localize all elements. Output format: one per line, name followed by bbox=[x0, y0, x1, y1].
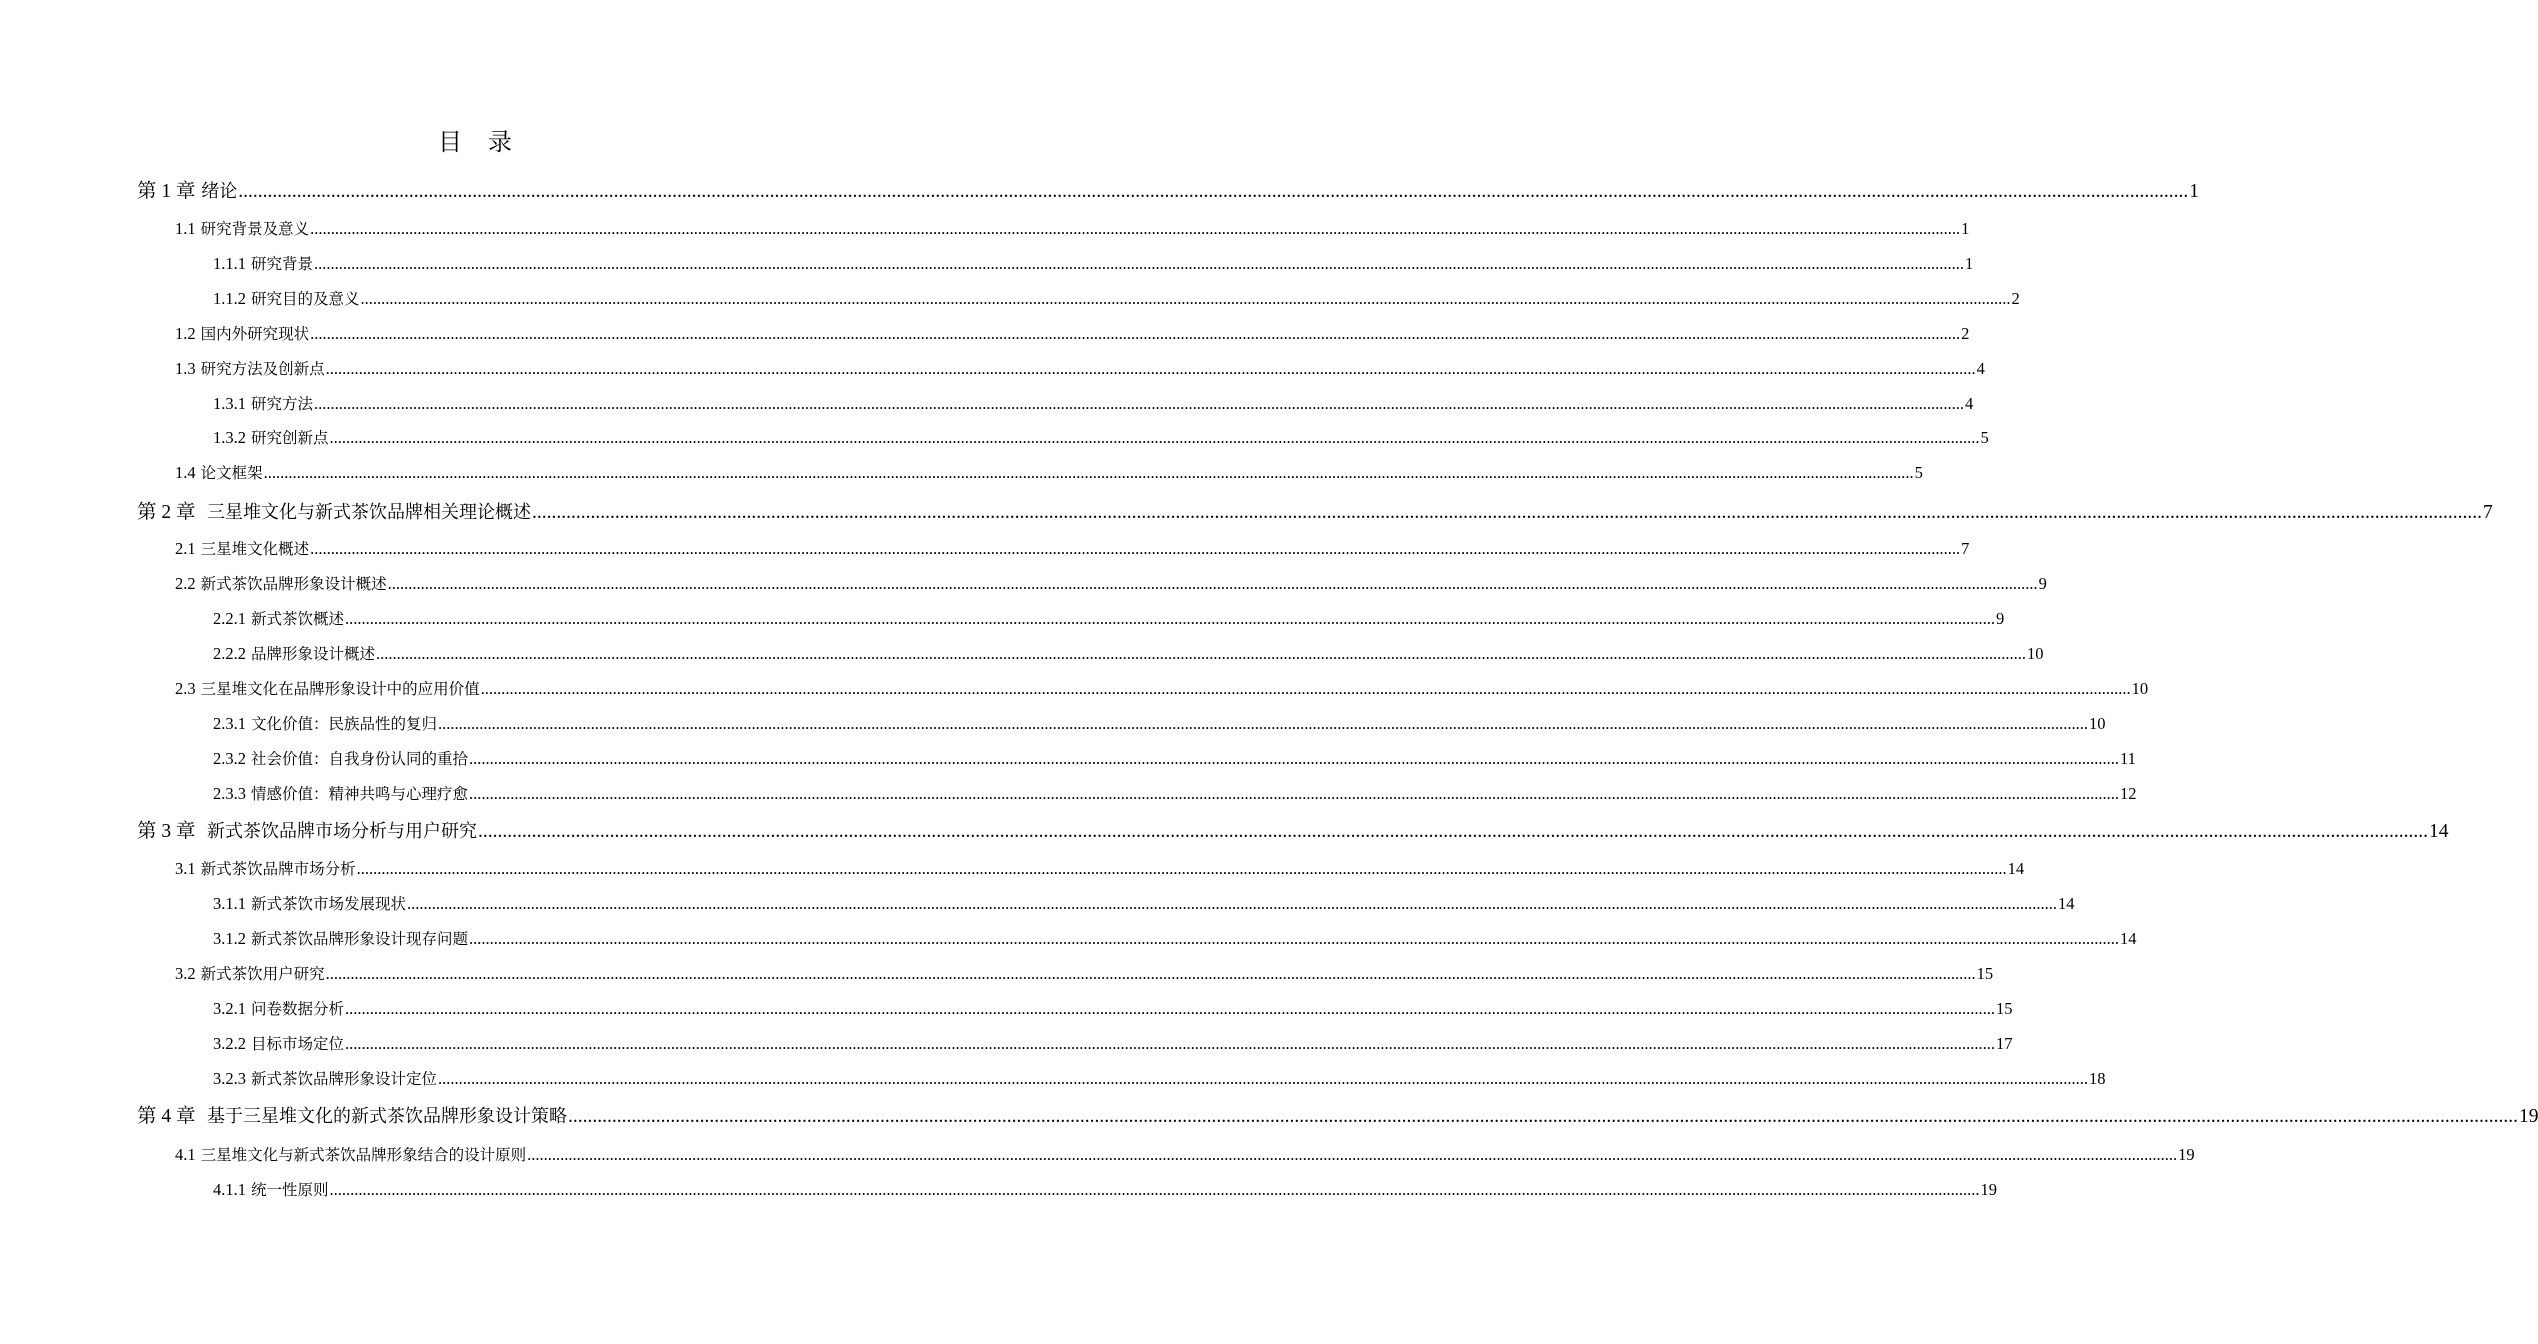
toc-leader-dots: ................................................................................................................................................................................................................................................................................................................................................................................................................ bbox=[325, 964, 1976, 983]
toc-page-number: 5 bbox=[1980, 428, 1989, 447]
toc-entry-number: 1.1 bbox=[175, 219, 196, 238]
toc-entry-label bbox=[213, 390, 313, 418]
toc-page-number: 17 bbox=[1995, 1034, 2013, 1053]
toc-entry-text: 研究背景及意义 bbox=[200, 220, 310, 238]
toc-entry-text: 三星堆文化与新式茶饮品牌相关理论概述 bbox=[206, 502, 531, 523]
toc-entry-text: 研究方法及创新点 bbox=[200, 360, 325, 378]
toc-entry-text: 新式茶饮品牌形象设计概述 bbox=[200, 575, 387, 593]
toc-page-number: 10 bbox=[2026, 644, 2044, 663]
toc-section-entry[interactable] bbox=[175, 1141, 2195, 1169]
toc-page-number: 7 bbox=[1961, 539, 1970, 558]
toc-chapter-entry[interactable] bbox=[137, 497, 2493, 529]
toc-entry-number: 1.3.1 bbox=[213, 394, 246, 413]
toc-entry-label bbox=[137, 497, 531, 529]
toc-page-number: 1 bbox=[1964, 254, 1974, 273]
toc-entry-text: 统一性原则 bbox=[250, 1181, 329, 1199]
toc-entry-number: 4.1 bbox=[175, 1145, 196, 1164]
toc-subsection-entry[interactable] bbox=[213, 605, 2005, 633]
toc-entry-text: 新式茶饮用户研究 bbox=[200, 965, 325, 983]
toc-leader-dots: ................................................................................................................................................................................................................................................................................................................................................................................................................ bbox=[360, 289, 2011, 308]
toc-entry-text: 研究创新点 bbox=[250, 429, 329, 447]
toc-title-left: 目 bbox=[438, 128, 462, 156]
toc-entry-number: 2.3.1 bbox=[213, 714, 246, 733]
toc-leader-dots: ................................................................................................................................................................................................................................................................................................................................................................................................................ bbox=[468, 784, 2119, 803]
toc-page-number: 2 bbox=[2011, 289, 2020, 308]
toc-entry-label bbox=[213, 745, 468, 773]
toc-page-number: 2 bbox=[1961, 324, 1970, 343]
toc-page-number: 5 bbox=[1914, 463, 1923, 482]
toc-entry-label bbox=[213, 925, 468, 953]
toc-page-number: 10 bbox=[2131, 679, 2149, 698]
toc-leader-dots: ................................................................................................................................................................................................................................................................................................................................................................................................................ bbox=[329, 1180, 1980, 1199]
toc-entry-text: 社会价值：自我身份认同的重拾 bbox=[250, 750, 468, 768]
toc-subsection-entry[interactable] bbox=[213, 745, 2136, 773]
toc-entry-text: 新式茶饮概述 bbox=[250, 610, 344, 628]
toc-page-number: 9 bbox=[2038, 574, 2047, 593]
toc-subsection-entry[interactable] bbox=[213, 640, 2044, 668]
toc-page-number: 19 bbox=[2518, 1106, 2538, 1127]
toc-entry-label bbox=[137, 1101, 567, 1133]
toc-entry-label bbox=[175, 355, 325, 383]
toc-section-entry[interactable] bbox=[175, 960, 1994, 988]
toc-leader-dots: ................................................................................................................................................................................................................................................................................................................................................................................................................ bbox=[531, 502, 2482, 523]
toc-entry-label bbox=[175, 570, 387, 598]
toc-entry-text: 问卷数据分析 bbox=[250, 1000, 344, 1018]
toc-entry-number: 第 1 章 bbox=[137, 181, 196, 202]
toc-entry-label bbox=[137, 816, 477, 848]
toc-entry-label bbox=[213, 780, 468, 808]
toc-subsection-entry[interactable] bbox=[213, 1030, 2013, 1058]
toc-entry-label bbox=[175, 855, 356, 883]
toc-entry-label bbox=[213, 1065, 437, 1093]
toc-entry-text: 研究背景 bbox=[250, 255, 313, 273]
toc-entry-label bbox=[213, 890, 406, 918]
toc-entry-label bbox=[213, 605, 344, 633]
toc-leader-dots: ................................................................................................................................................................................................................................................................................................................................................................................................................ bbox=[527, 1145, 2178, 1164]
toc-leader-dots: ................................................................................................................................................................................................................................................................................................................................................................................................................ bbox=[329, 428, 1980, 447]
toc-leader-dots: ................................................................................................................................................................................................................................................................................................................................................................................................................ bbox=[375, 644, 2026, 663]
toc-chapter-entry[interactable] bbox=[137, 816, 2449, 848]
toc-entry-text: 新式茶饮品牌市场分析与用户研究 bbox=[206, 821, 477, 842]
toc-entry-number: 1.3.2 bbox=[213, 428, 246, 447]
toc-entry-text: 研究方法 bbox=[250, 395, 313, 413]
toc-entry-number: 2.2.1 bbox=[213, 609, 246, 628]
toc-entry-text: 三星堆文化在品牌形象设计中的应用价值 bbox=[200, 680, 480, 698]
toc-entry-text: 绪论 bbox=[201, 181, 238, 202]
toc-entry-text: 三星堆文化与新式茶饮品牌形象结合的设计原则 bbox=[200, 1146, 527, 1164]
toc-entry-text: 基于三星堆文化的新式茶饮品牌形象设计策略 bbox=[206, 1106, 567, 1127]
toc-entry-number: 第 3 章 bbox=[137, 821, 196, 842]
toc-section-entry[interactable] bbox=[175, 570, 2047, 598]
toc-leader-dots: ................................................................................................................................................................................................................................................................................................................................................................................................................ bbox=[310, 219, 1961, 238]
toc-page-number: 15 bbox=[1976, 964, 1994, 983]
toc-leader-dots: ................................................................................................................................................................................................................................................................................................................................................................................................................ bbox=[567, 1106, 2518, 1127]
toc-entry-number: 3.1 bbox=[175, 859, 196, 878]
toc-page-number: 1 bbox=[1961, 219, 1970, 238]
toc-entry-label bbox=[175, 960, 325, 988]
toc-leader-dots: ................................................................................................................................................................................................................................................................................................................................................................................................................ bbox=[437, 714, 2088, 733]
toc-entry-number: 2.3 bbox=[175, 679, 196, 698]
toc-leader-dots: ................................................................................................................................................................................................................................................................................................................................................................................................................ bbox=[325, 359, 1976, 378]
toc-chapter-entry[interactable] bbox=[137, 176, 2199, 208]
toc-entry-number: 2.3.2 bbox=[213, 749, 246, 768]
toc-page-number: 14 bbox=[2007, 859, 2025, 878]
toc-subsection-entry[interactable] bbox=[213, 390, 1974, 418]
toc-entry-label bbox=[213, 1176, 328, 1204]
toc-chapter-entry[interactable] bbox=[137, 1101, 2538, 1133]
toc-entry-label bbox=[175, 675, 480, 703]
toc-subsection-entry[interactable] bbox=[213, 1176, 1997, 1204]
toc-subsection-entry[interactable] bbox=[213, 285, 2020, 313]
toc-entry-text: 文化价值：民族品性的复归 bbox=[250, 715, 437, 733]
toc-subsection-entry[interactable] bbox=[213, 250, 1974, 278]
toc-entry-number: 第 2 章 bbox=[137, 502, 196, 523]
toc-entry-text: 新式茶饮品牌市场分析 bbox=[200, 860, 356, 878]
toc-page-number: 10 bbox=[2088, 714, 2106, 733]
toc-entry-number: 3.1.1 bbox=[213, 894, 246, 913]
toc-leader-dots: ................................................................................................................................................................................................................................................................................................................................................................................................................ bbox=[313, 254, 1964, 273]
toc-entry-label bbox=[213, 285, 359, 313]
toc-entry-number: 2.2.2 bbox=[213, 644, 246, 663]
toc-entry-number: 1.1.1 bbox=[213, 254, 246, 273]
toc-subsection-entry[interactable] bbox=[213, 890, 2075, 918]
toc-entry-text: 新式茶饮品牌形象设计定位 bbox=[250, 1070, 437, 1088]
toc-section-entry[interactable] bbox=[175, 459, 1923, 487]
toc-leader-dots: ................................................................................................................................................................................................................................................................................................................................................................................................................ bbox=[437, 1069, 2088, 1088]
toc-section-entry[interactable] bbox=[175, 355, 1985, 383]
toc-entry-label bbox=[213, 250, 313, 278]
toc-leader-dots: ................................................................................................................................................................................................................................................................................................................................................................................................................ bbox=[310, 539, 1961, 558]
toc-page-number: 11 bbox=[2119, 749, 2136, 768]
toc-entry-label bbox=[137, 176, 237, 208]
toc-entry-number: 2.2 bbox=[175, 574, 196, 593]
toc-leader-dots: ................................................................................................................................................................................................................................................................................................................................................................................................................ bbox=[406, 894, 2057, 913]
toc-entry-number: 3.2.2 bbox=[213, 1034, 246, 1053]
toc-leader-dots: ................................................................................................................................................................................................................................................................................................................................................................................................................ bbox=[468, 929, 2119, 948]
toc-entry-label bbox=[213, 640, 375, 668]
toc-page-number: 14 bbox=[2057, 894, 2075, 913]
toc-entry-number: 1.2 bbox=[175, 324, 196, 343]
toc-entry-number: 1.3 bbox=[175, 359, 196, 378]
toc-entry-label bbox=[175, 215, 309, 243]
toc-leader-dots: ................................................................................................................................................................................................................................................................................................................................................................................................................ bbox=[344, 609, 1995, 628]
toc-section-entry[interactable] bbox=[175, 855, 2025, 883]
toc-page-number: 7 bbox=[2482, 502, 2493, 523]
toc-entry-number: 2.3.3 bbox=[213, 784, 246, 803]
toc-subsection-entry[interactable] bbox=[213, 995, 2013, 1023]
toc-section-entry[interactable] bbox=[175, 675, 2149, 703]
toc-entry-number: 1.4 bbox=[175, 463, 196, 482]
toc-entry-text: 国内外研究现状 bbox=[200, 325, 310, 343]
toc-entry-number: 4.1.1 bbox=[213, 1180, 246, 1199]
toc-page-number: 19 bbox=[1980, 1180, 1997, 1199]
toc-title bbox=[0, 122, 950, 157]
toc-section-entry[interactable] bbox=[175, 535, 1970, 563]
toc-page-number: 14 bbox=[2428, 821, 2449, 842]
toc-subsection-entry[interactable] bbox=[213, 925, 2137, 953]
toc-title-right: 录 bbox=[488, 128, 512, 156]
toc-page-number: 1 bbox=[2189, 181, 2199, 202]
toc-entry-text: 情感价值：精神共鸣与心理疗愈 bbox=[250, 785, 468, 803]
toc-entry-text: 论文框架 bbox=[200, 464, 263, 482]
toc-leader-dots: ................................................................................................................................................................................................................................................................................................................................................................................................................ bbox=[313, 394, 1964, 413]
toc-leader-dots: ................................................................................................................................................................................................................................................................................................................................................................................................................ bbox=[344, 999, 1995, 1018]
toc-entry-text: 新式茶饮品牌形象设计现存问题 bbox=[250, 930, 468, 948]
toc-entry-label bbox=[175, 1141, 526, 1169]
toc-entry-label bbox=[213, 995, 344, 1023]
toc-entry-number: 3.2.1 bbox=[213, 999, 246, 1018]
toc-entry-text: 三星堆文化概述 bbox=[200, 540, 310, 558]
toc-leader-dots: ................................................................................................................................................................................................................................................................................................................................................................................................................ bbox=[356, 859, 2007, 878]
toc-leader-dots: ................................................................................................................................................................................................................................................................................................................................................................................................................ bbox=[310, 324, 1961, 343]
toc-entry-number: 3.2.3 bbox=[213, 1069, 246, 1088]
toc-leader-dots: ................................................................................................................................................................................................................................................................................................................................................................................................................ bbox=[263, 463, 1914, 482]
toc-page-number: 15 bbox=[1995, 999, 2013, 1018]
toc-page-number: 4 bbox=[1976, 359, 1985, 378]
toc-page-number: 14 bbox=[2119, 929, 2137, 948]
toc-section-entry[interactable] bbox=[175, 320, 1970, 348]
toc-subsection-entry[interactable] bbox=[213, 424, 1989, 452]
toc-entry-number: 第 4 章 bbox=[137, 1106, 196, 1127]
toc-page-number: 18 bbox=[2088, 1069, 2106, 1088]
toc-entry-number: 3.2 bbox=[175, 964, 196, 983]
toc-entry-text: 目标市场定位 bbox=[250, 1035, 344, 1053]
toc-subsection-entry[interactable] bbox=[213, 1065, 2106, 1093]
toc-entry-number: 1.1.2 bbox=[213, 289, 246, 308]
toc-leader-dots: ................................................................................................................................................................................................................................................................................................................................................................................................................ bbox=[344, 1034, 1995, 1053]
toc-page-number: 9 bbox=[1995, 609, 2005, 628]
toc-entry-number: 3.1.2 bbox=[213, 929, 246, 948]
toc-entry-text: 品牌形象设计概述 bbox=[250, 645, 375, 663]
toc-page-number: 4 bbox=[1964, 394, 1974, 413]
toc-section-entry[interactable] bbox=[175, 215, 1970, 243]
toc-subsection-entry[interactable] bbox=[213, 780, 2137, 808]
toc-leader-dots: ................................................................................................................................................................................................................................................................................................................................................................................................................ bbox=[468, 749, 2119, 768]
toc-leader-dots: ................................................................................................................................................................................................................................................................................................................................................................................................................ bbox=[480, 679, 2131, 698]
toc-entry-text: 新式茶饮市场发展现状 bbox=[250, 895, 406, 913]
toc-entry-label bbox=[213, 1030, 344, 1058]
toc-entry-label bbox=[175, 535, 309, 563]
toc-entry-label bbox=[213, 424, 328, 452]
toc-entry-label bbox=[175, 320, 309, 348]
toc-subsection-entry[interactable] bbox=[213, 710, 2106, 738]
toc-leader-dots: ................................................................................................................................................................................................................................................................................................................................................................................................................ bbox=[477, 821, 2428, 842]
toc-entry-number: 2.1 bbox=[175, 539, 196, 558]
toc-page-number: 19 bbox=[2178, 1145, 2195, 1164]
toc-entry-label bbox=[213, 710, 437, 738]
toc-leader-dots: ................................................................................................................................................................................................................................................................................................................................................................................................................ bbox=[387, 574, 2038, 593]
toc-leader-dots: ................................................................................................................................................................................................................................................................................................................................................................................................................ bbox=[238, 181, 2189, 202]
toc-page-number: 12 bbox=[2119, 784, 2137, 803]
toc-entry-label bbox=[175, 459, 263, 487]
toc-entry-text: 研究目的及意义 bbox=[250, 290, 360, 308]
